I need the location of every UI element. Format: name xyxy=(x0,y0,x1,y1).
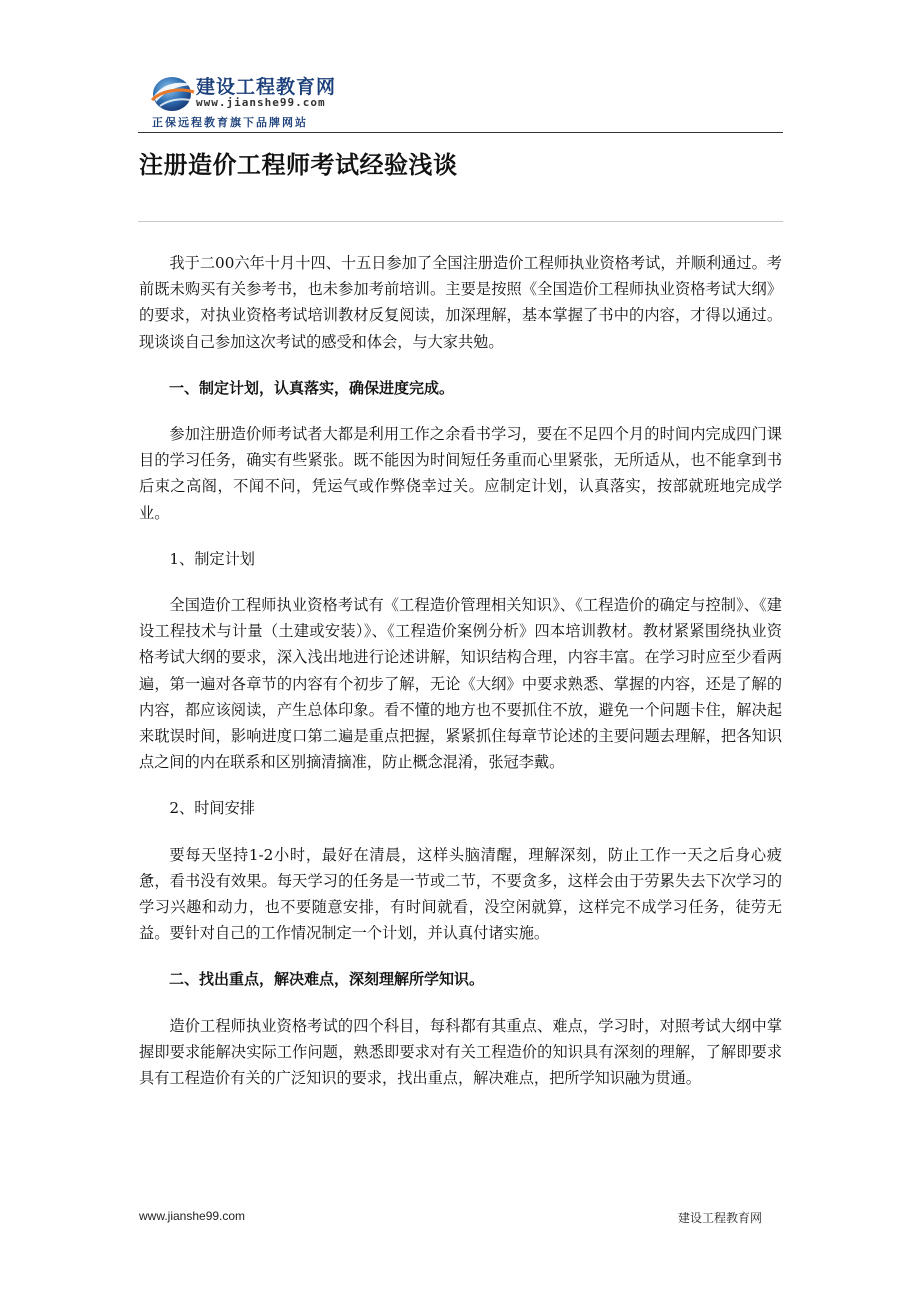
globe-logo-icon xyxy=(150,70,198,114)
document-body xyxy=(139,250,782,1111)
subheading-plan: 1、制定计划 xyxy=(169,549,255,568)
subheading-schedule: 2、时间安排 xyxy=(169,799,255,818)
logo-title: 建设工程教育网 xyxy=(196,76,337,98)
logo-tagline: 正保远程教育旗下品牌网站 xyxy=(152,116,308,129)
title-divider xyxy=(138,221,783,222)
paragraph: 参加注册造价师考试者大都是利用工作之余看书学习，要在不足四个月的时间内完成四门课目的学习任务，确实有些紧张。既不能因为时间短任务重而心里紧张，无所适从，也不能拿到书后束之高阁，不闻不问，凭运气或作弊侥幸过关。应制定计划，认真落实，按部就班地完成学业。 xyxy=(139,425,782,522)
site-logo[interactable] xyxy=(150,68,380,130)
footer-url[interactable]: www.jianshe99.com xyxy=(139,1209,246,1223)
paragraph: 要每天坚持1-2小时，最好在清晨，这样头脑清醒，理解深刻，防止工作一天之后身心疲惫，看书没有效果。每天学习的任务是一节或二节，不要贪多，这样会由于劳累失去下次学习的学习兴趣和动力，也不要随意安排，有时间就看，没空闲就算，这样完不成学习任务，徒劳无益。要针对自己的工作情况制定一个计划，并认真付诸实施。 xyxy=(139,845,782,943)
paragraph-intro: 我于二00六年十月十四、十五日参加了全国注册造价工程师执业资格考试，并顺利通过。考前既未购买有关参考书，也未参加考前培训。主要是按照《全国造价工程师执业资格考试大纲》的要求，对执业资格考试培训教材反复阅读，加深理解，基本掌握了书中的内容，才得以通过。现谈谈自己参加这次考试的感受和体会，与大家共勉。 xyxy=(139,254,782,351)
header-divider xyxy=(138,132,783,133)
footer-site-name: 建设工程教育网 xyxy=(677,1211,762,1225)
section-heading-2: 二、找出重点，解决难点，深刻理解所学知识。 xyxy=(169,970,485,989)
paragraph: 造价工程师执业资格考试的四个科目，每科都有其重点、难点，学习时，对照考试大纲中掌握即要求能解决实际工作问题，熟悉即要求对有关工程造价的知识具有深刻的理解，了解即要求具有工程造价有关的广泛知识的要求，找出重点，解决难点，把所学知识融为贯通。 xyxy=(139,1016,782,1088)
logo-url: www.jianshe99.com xyxy=(196,96,326,109)
section-heading-1: 一、制定计划，认真落实，确保进度完成。 xyxy=(169,378,455,397)
document-title: 注册造价工程师考试经验浅谈 xyxy=(139,151,458,179)
paragraph: 全国造价工程师执业资格考试有《工程造价管理相关知识》、《工程造价的确定与控制》、《建设工程技术与计量（土建或安装）》、《工程造价案例分析》四本培训教材。教材紧紧围绕执业资格考试大纲的要求，深入浅出地进行论述讲解，知识结构合理，内容丰富。在学习时应至少看两遍，第一遍对各章节的内容有个初步了解，无论《大纲》中要求熟悉、掌握的内容，还是了解的内容，都应该阅读，产生总体印象。看不懂的地方也不要抓住不放，避免一个问题卡住，解决起来耽误时间，影响进度口第二遍是重点把握，紧紧抓住每章节论述的主要问题去理解，把各知识点之间的内在联系和区别摘清摘准，防止概念混淆，张冠李戴。 xyxy=(139,596,782,772)
